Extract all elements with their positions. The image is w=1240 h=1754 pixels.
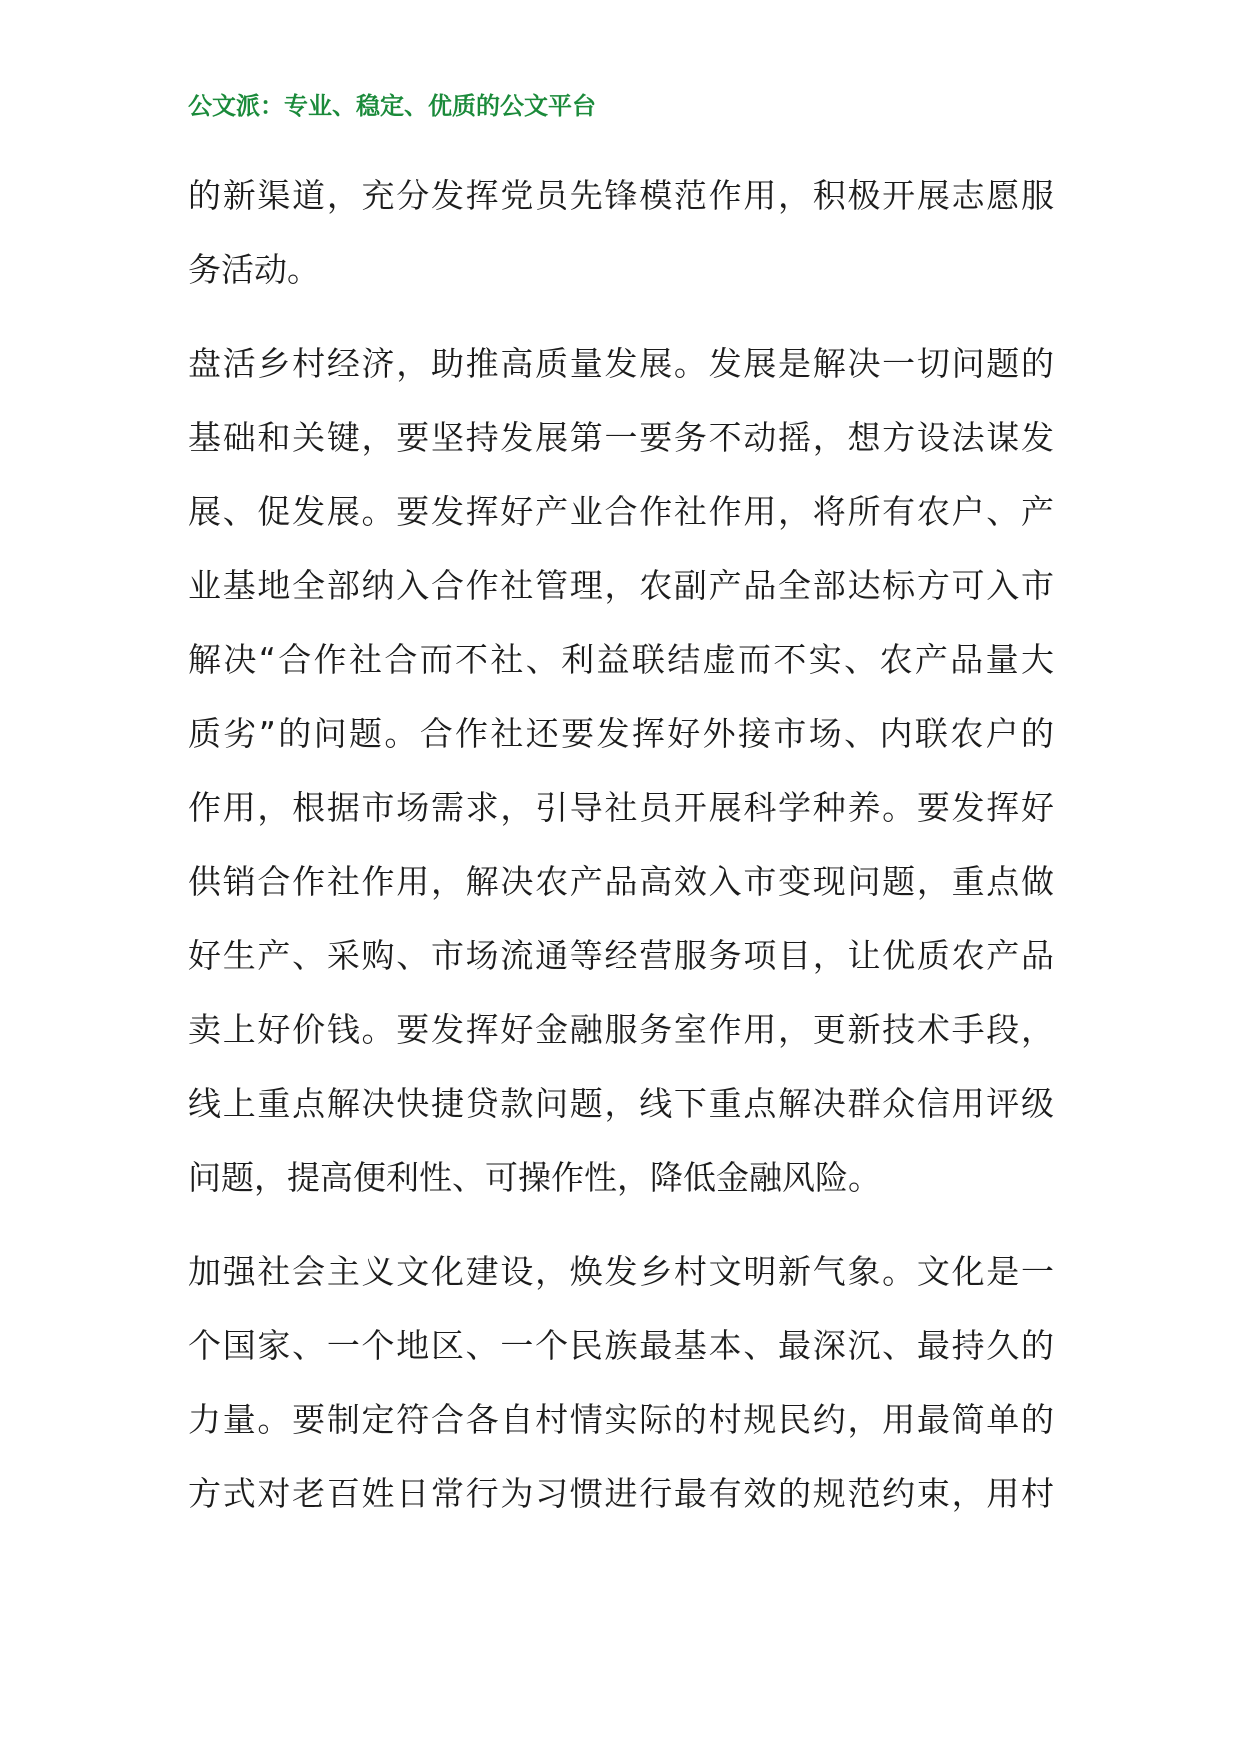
text-line: 问题，提高便利性、可操作性，降低金融风险。 [188, 1158, 881, 1197]
text-line: 质劣”的问题。合作社还要发挥好外接市场、内联农户的 [188, 714, 1054, 753]
paragraph [188, 1235, 1054, 1531]
text-line: 作用，根据市场需求，引导社员开展科学种养。要发挥好 [188, 788, 1054, 827]
text-line: 卖上好价钱。要发挥好金融服务室作用，更新技术手段， [188, 1010, 1054, 1049]
text-line: 基础和关键，要坚持发展第一要务不动摇，想方设法谋发 [188, 418, 1054, 457]
text-line: 业基地全部纳入合作社管理，农副产品全部达标方可入市 [188, 566, 1054, 605]
text-line: 盘活乡村经济，助推高质量发展。发展是解决一切问题的 [188, 344, 1054, 383]
page-header: 公文派：专业、稳定、优质的公文平台 [188, 91, 596, 120]
paragraph-gap [188, 307, 1054, 327]
paragraph-gap [188, 1215, 1054, 1235]
document-body [188, 159, 1054, 1531]
text-line: 个国家、一个地区、一个民族最基本、最深沉、最持久的 [188, 1326, 1054, 1365]
text-line: 好生产、采购、市场流通等经营服务项目，让优质农产品 [188, 936, 1054, 975]
text-line: 展、促发展。要发挥好产业合作社作用，将所有农户、产 [188, 492, 1054, 531]
paragraph [188, 327, 1054, 1215]
text-line: 务活动。 [188, 250, 320, 289]
paragraph [188, 159, 1054, 307]
text-line: 供销合作社作用，解决农产品高效入市变现问题，重点做 [188, 862, 1054, 901]
text-line: 线上重点解决快捷贷款问题，线下重点解决群众信用评级 [188, 1084, 1054, 1123]
text-line: 方式对老百姓日常行为习惯进行最有效的规范约束，用村 [188, 1474, 1054, 1513]
text-line: 的新渠道，充分发挥党员先锋模范作用，积极开展志愿服 [188, 176, 1054, 215]
text-line: 加强社会主义文化建设，焕发乡村文明新气象。文化是一 [188, 1252, 1054, 1291]
text-line: 力量。要制定符合各自村情实际的村规民约，用最简单的 [188, 1400, 1054, 1439]
text-line: 解决“合作社合而不社、利益联结虚而不实、农产品量大 [188, 640, 1054, 679]
